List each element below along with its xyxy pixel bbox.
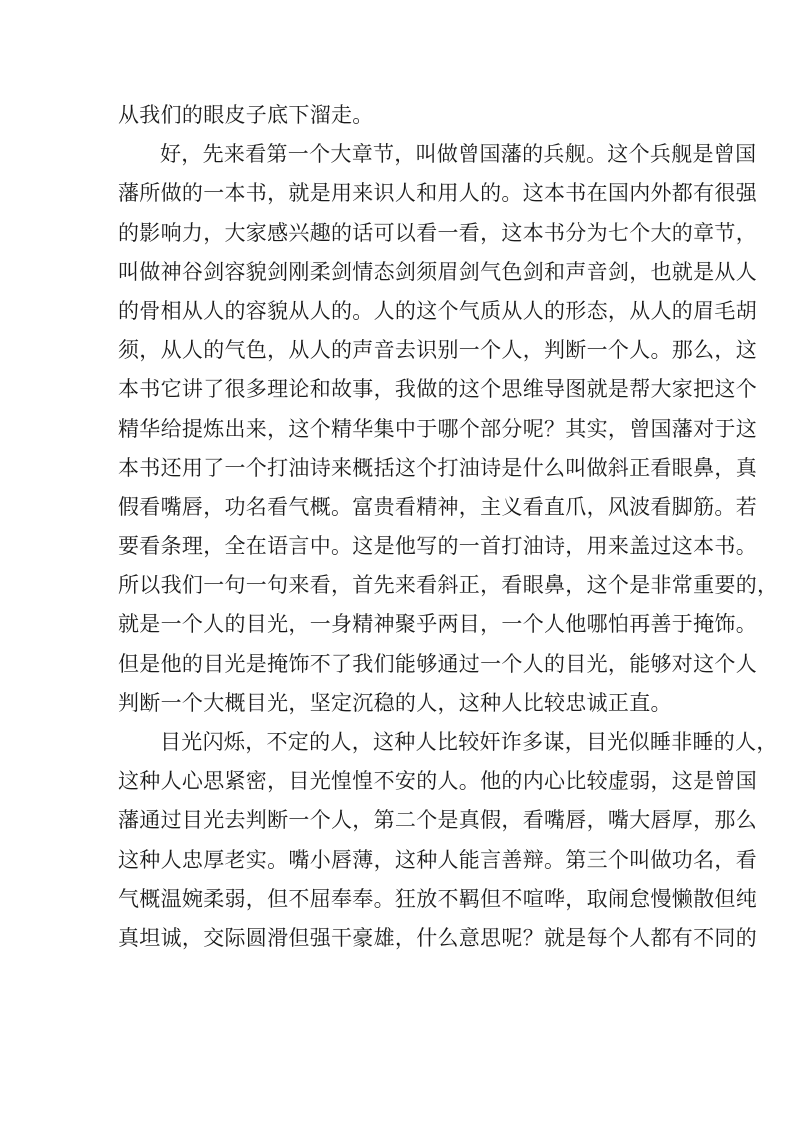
text-line: 藩通过目光去判断一个人，第二个是真假，看嘴唇，嘴大唇厚，那么 xyxy=(118,808,757,833)
text-line: 本书还用了一个打油诗来概括这个打油诗是什么叫做斜正看眼鼻，真 xyxy=(118,455,757,480)
text-line: 好，先来看第一个大章节，叫做曾国藩的兵舰。这个兵舰是曾国 xyxy=(160,142,757,167)
text-line: 的骨相从人的容貌从人的。人的这个气质从人的形态，从人的眉毛胡 xyxy=(118,298,757,323)
text-line: 叫做神谷剑容貌剑刚柔剑情态剑须眉剑气色剑和声音剑，也就是从人 xyxy=(118,259,757,284)
text-line: 假看嘴唇，功名看气概。富贵看精神，主义看直爪，风波看脚筋。若 xyxy=(118,494,757,519)
text-line: 这种人心思紧密，目光惶惶不安的人。他的内心比较虚弱，这是曾国 xyxy=(118,769,757,794)
text-line: 从我们的眼皮子底下溜走。 xyxy=(118,103,374,127)
text-line: 但是他的目光是掩饰不了我们能够通过一个人的目光，能够对这个人 xyxy=(118,651,757,676)
text-line: 气概温婉柔弱，但不屈奉奉。狂放不羁但不喧哗，取闹怠慢懒散但纯 xyxy=(118,886,757,911)
text-line: 藩所做的一本书，就是用来识人和用人的。这本书在国内外都有很强 xyxy=(118,181,757,206)
text-line: 这种人忠厚老实。嘴小唇薄，这种人能言善辩。第三个叫做功名，看 xyxy=(118,847,757,872)
text-line: 就是一个人的目光，一身精神聚乎两目，一个人他哪怕再善于掩饰。 xyxy=(118,612,757,637)
text-line: 要看条理，全在语言中。这是他写的一首打油诗，用来盖过这本书。 xyxy=(118,534,757,559)
text-line: 目光闪烁，不定的人，这种人比较奸诈多谋，目光似睡非睡的人， xyxy=(160,730,778,754)
text-line: 真坦诚，交际圆滑但强干豪雄，什么意思呢？就是每个人都有不同的 xyxy=(118,925,757,950)
text-line: 须，从人的气色，从人的声音去识别一个人，判断一个人。那么，这 xyxy=(118,338,757,363)
text-line: 判断一个大概目光，坚定沉稳的人，这种人比较忠诚正直。 xyxy=(118,690,672,715)
text-line: 本书它讲了很多理论和故事，我做的这个思维导图就是帮大家把这个 xyxy=(118,377,757,402)
body-text xyxy=(118,96,779,958)
text-line: 的影响力，大家感兴趣的话可以看一看，这本书分为七个大的章节， xyxy=(118,220,757,245)
text-line: 精华给提炼出来，这个精华集中于哪个部分呢？其实，曾国藩对于这 xyxy=(118,416,757,441)
text-line: 所以我们一句一句来看，首先来看斜正，看眼鼻，这个是非常重要的， xyxy=(118,573,779,598)
